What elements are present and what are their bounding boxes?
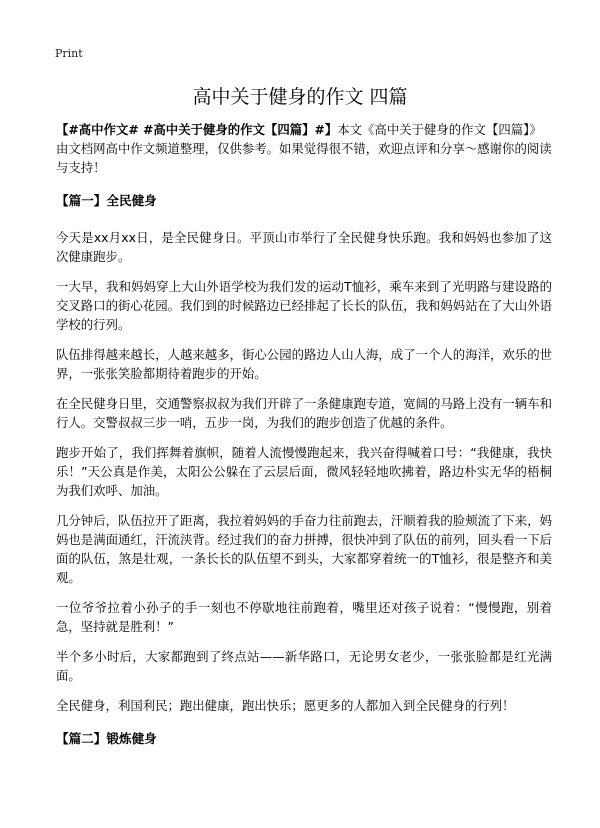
section-heading-1: 【篇一】全民健身 [56,193,157,208]
paragraph: 今天是xx月xx日，是全民健身日。平顶山市举行了全民健身快乐跑。我和妈妈也参加了这次健康跑步。 [56,230,552,264]
paragraph: 几分钟后，队伍拉开了距离，我拉着妈妈的手奋力往前跑去，汗顺着我的脸颊流了下来，妈妈也是满面通红，汗流浃背。经过我们的奋力拼搏，很快冲到了队伍的前列，回头看一下后面的队伍，煞是壮观，一条长长的队伍望不到头，大家都穿着统一的T恤衫，很是整齐和美观。 [56,513,552,585]
paragraph: 跑步开始了，我们挥舞着旗帜，随着人流慢慢跑起来，我兴奋得喊着口号：“我健康，我快乐！”天公真是作美，太阳公公躲在了云层后面，微风轻轻地吹拂着，路边朴实无华的梧桐为我们欢呼、加油。 [56,445,552,498]
intro-text: 本文《高中关于健身的作文【四篇】》由文档网高中作文频道整理，仅供参考。如果觉得很不错，欢迎点评和分享～感谢你的阅读与支持！ [56,122,552,175]
intro-paragraph [56,120,552,177]
paragraph: 半个多小时后，大家都跑到了终点站——新华路口，无论男女老少，一张张脸都是红光满面。 [56,649,552,683]
intro-tags: 【#高中作文# #高中关于健身的作文【四篇】#】 [56,122,338,137]
section-heading-2: 【篇二】锻炼健身 [56,731,157,746]
paragraph: 在全民健身日里，交通警察叔叔为我们开辟了一条健康跑专道，宽阔的马路上没有一辆车和行人。交警叔叔三步一哨，五步一岗，为我们的跑步创造了优越的条件。 [56,396,552,430]
paragraph: 一大早，我和妈妈穿上大山外语学校为我们发的运动T恤衫，乘车来到了光明路与建设路的交叉路口的街心花园。我们到的时候路边已经排起了长长的队伍，我和妈妈站在了大山外语学校的行列。 [56,279,552,332]
paragraph: 一位爷爷拉着小孙子的手一刻也不停歇地往前跑着，嘴里还对孩子说着：“慢慢跑，别着急，坚持就是胜利！” [56,600,552,634]
paragraph: 队伍排得越来越长，人越来越多，街心公园的路边人山人海，成了一个人的海洋，欢乐的世界，一张张笑脸都期待着跑步的开始。 [56,347,552,381]
paragraph: 全民健身，利国利民；跑出健康，跑出快乐；愿更多的人都加入到全民健身的行列！ [56,698,515,713]
article-body [56,120,552,766]
print-label: Print [55,47,83,60]
page-title: 高中关于健身的作文 四篇 [192,86,408,108]
